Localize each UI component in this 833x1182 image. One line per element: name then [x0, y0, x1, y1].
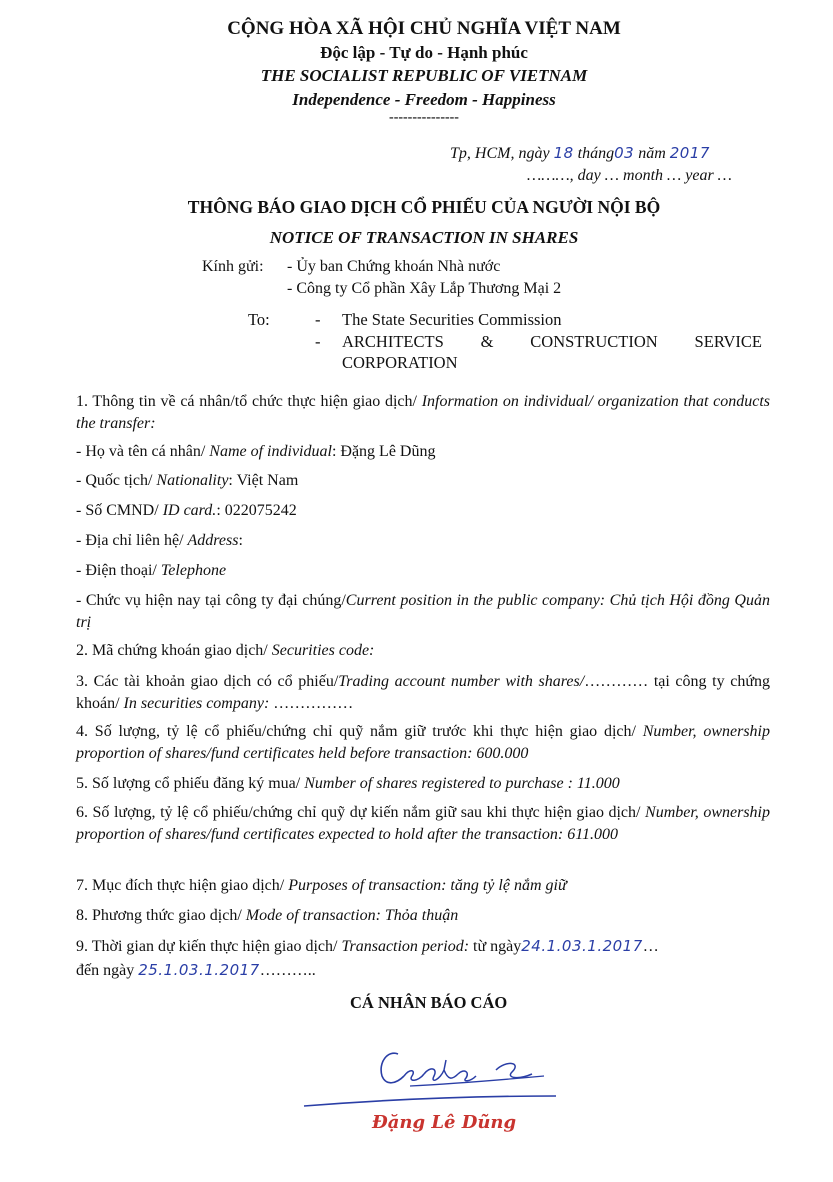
- field-address: [76, 530, 770, 552]
- notice-title-en: NOTICE OF TRANSACTION IN SHARES: [269, 228, 579, 247]
- item-3-label-en: Trading account number with shares/: [338, 673, 585, 690]
- field-id-label-vi: - Số CMND/: [76, 502, 163, 519]
- item-9-from-label: từ ngày: [469, 938, 522, 955]
- date-day: 18: [553, 144, 574, 162]
- item-7-label-vi: 7. Mục đích thực hiện giao dịch/: [76, 877, 289, 894]
- section1-title: [76, 391, 770, 435]
- field-position-value: Current position in the public company: Chủ tịch Hội đồng Quản trị: [76, 592, 770, 631]
- item-7-label-en: Purposes of transaction: tăng tỷ lệ nắm giữ: [288, 877, 567, 894]
- header-divider: ---------------: [389, 110, 459, 125]
- field-name-value: : Đặng Lê Dũng: [331, 443, 436, 460]
- field-nationality-label-en: Nationality: [156, 472, 229, 489]
- item-9-label-vi: 9. Thời gian dự kiến thực hiện giao dịch/: [76, 938, 342, 955]
- field-address-label-en: Address: [187, 532, 239, 549]
- item-2-label-en: Securities code:: [271, 642, 375, 659]
- field-nationality-label-vi: - Quốc tịch/: [76, 472, 157, 489]
- motto-vi: Độc lập - Tự do - Hạnh phúc: [320, 43, 528, 62]
- date-year-label: năm: [638, 145, 666, 162]
- section1-title-vi: 1. Thông tin về cá nhân/tổ chức thực hiện giao dịch/: [76, 393, 422, 410]
- field-name-label-en: Name of individual: [209, 443, 332, 460]
- field-id-label-en: ID card.: [162, 502, 217, 519]
- field-address-label-vi: - Địa chỉ liên hệ/: [76, 532, 188, 549]
- date-prefix: Tp, HCM, ngày: [450, 145, 550, 162]
- item-3-label-vi: 3. Các tài khoản giao dịch có cổ phiếu/: [76, 673, 339, 690]
- item-9-to-date: 25.1.03.1.2017: [138, 961, 260, 979]
- item-5-label-vi: 5. Số lượng cổ phiếu đăng ký mua/: [76, 775, 305, 792]
- recipient-label-vi: Kính gửi:: [202, 258, 264, 275]
- field-position: [76, 590, 770, 634]
- motto-en: Independence - Freedom - Happiness: [292, 90, 556, 109]
- field-id-card: [76, 500, 770, 522]
- handwritten-signature: [300, 1040, 560, 1115]
- item-9-period-end: [76, 959, 770, 982]
- item-5-label-en: Number of shares registered to purchase : 11.000: [304, 775, 620, 792]
- item-7-purpose: [76, 875, 770, 897]
- item-9-fill-b: ………..: [259, 962, 316, 979]
- field-name: [76, 441, 770, 463]
- field-telephone-label-vi: - Điện thoại/: [76, 562, 161, 579]
- field-nationality: [76, 470, 770, 492]
- field-nationality-value: : Việt Nam: [228, 472, 299, 489]
- field-telephone-label-en: Telephone: [160, 562, 227, 579]
- recipient-en-1-dash: -: [315, 310, 321, 329]
- recipient-vi-1: - Ủy ban Chứng khoán Nhà nước: [287, 258, 501, 275]
- date-month: 03: [614, 144, 635, 162]
- item-2-securities-code: [76, 640, 770, 662]
- item-6-label-en: Number, ownership proportion of shares/fund certificates expected to hold after the transaction: 611.000: [76, 804, 771, 843]
- recipient-label-en: To:: [248, 310, 270, 329]
- field-position-label-vi: - Chức vụ hiện nay tại công ty đại chúng/: [76, 592, 346, 609]
- item-9-fill-a: …: [642, 938, 659, 955]
- recipient-en-1: The State Securities Commission: [342, 310, 562, 329]
- field-telephone: [76, 560, 770, 582]
- recipient-en-2-dash: -: [315, 332, 321, 351]
- date-month-label: tháng: [577, 145, 615, 162]
- item-4-holding-before: [76, 721, 770, 765]
- item-6-label-vi: 6. Số lượng, tỷ lệ cổ phiếu/chứng chỉ quỹ dự kiến nắm giữ sau khi thực hiện giao dịch/: [76, 804, 646, 821]
- date-line-en: ………, day … month … year …: [527, 167, 732, 184]
- item-2-label-vi: 2. Mã chứng khoán giao dịch/: [76, 642, 272, 659]
- field-address-value: :: [238, 532, 243, 549]
- item-9-period: [76, 935, 770, 958]
- stamp-name: Đặng Lê Dũng: [372, 1112, 517, 1133]
- recipient-en-2b: CORPORATION: [342, 353, 458, 372]
- date-line-vi: [450, 144, 710, 163]
- item-4-label-en: Number, ownership proportion of shares/fund certificates held before transaction: 600.000: [76, 723, 770, 762]
- item-8-label-vi: 8. Phương thức giao dịch/: [76, 907, 246, 924]
- signature-heading: CÁ NHÂN BÁO CÁO: [350, 993, 508, 1012]
- country-name-vi: CỘNG HÒA XÃ HỘI CHỦ NGHĨA VIỆT NAM: [227, 18, 621, 39]
- item-3-fill-b: ……………: [273, 695, 354, 712]
- country-name-en: THE SOCIALIST REPUBLIC OF VIETNAM: [260, 66, 588, 85]
- item-4-label-vi: 4. Số lượng, tỷ lệ cổ phiếu/chứng chỉ quỹ nắm giữ trước khi thực hiện giao dịch/: [76, 723, 643, 740]
- item-8-mode: [76, 905, 770, 927]
- section1-title-en: Information on individual/ organization that conducts the transfer:: [76, 393, 771, 432]
- item-6-holding-after: [76, 802, 770, 846]
- item-9-label-en: Transaction period:: [341, 938, 470, 955]
- field-id-value: : 022075242: [216, 502, 297, 519]
- field-name-label-vi: - Họ và tên cá nhân/: [76, 443, 210, 460]
- item-8-label-en: Mode of transaction: Thỏa thuận: [245, 907, 459, 924]
- item-3-trading-accounts: [76, 671, 770, 715]
- item-9-to-label: đến ngày: [76, 962, 135, 979]
- item-3-fill-a: ………… tại công ty chứng khoán/: [76, 673, 770, 712]
- notice-title-vi: THÔNG BÁO GIAO DỊCH CỔ PHIẾU CỦA NGƯỜI NỘI BỘ: [187, 197, 661, 217]
- date-year: 2017: [669, 144, 710, 162]
- recipient-vi-2: - Công ty Cổ phần Xây Lắp Thương Mại 2: [287, 280, 562, 297]
- item-9-from-date: 24.1.03.1.2017: [521, 937, 643, 955]
- item-3-label-en-b: In securities company:: [123, 695, 274, 712]
- recipient-en-2a: ARCHITECTS & CONSTRUCTION SERVICE: [342, 332, 762, 351]
- item-5-shares-registered: [76, 773, 770, 795]
